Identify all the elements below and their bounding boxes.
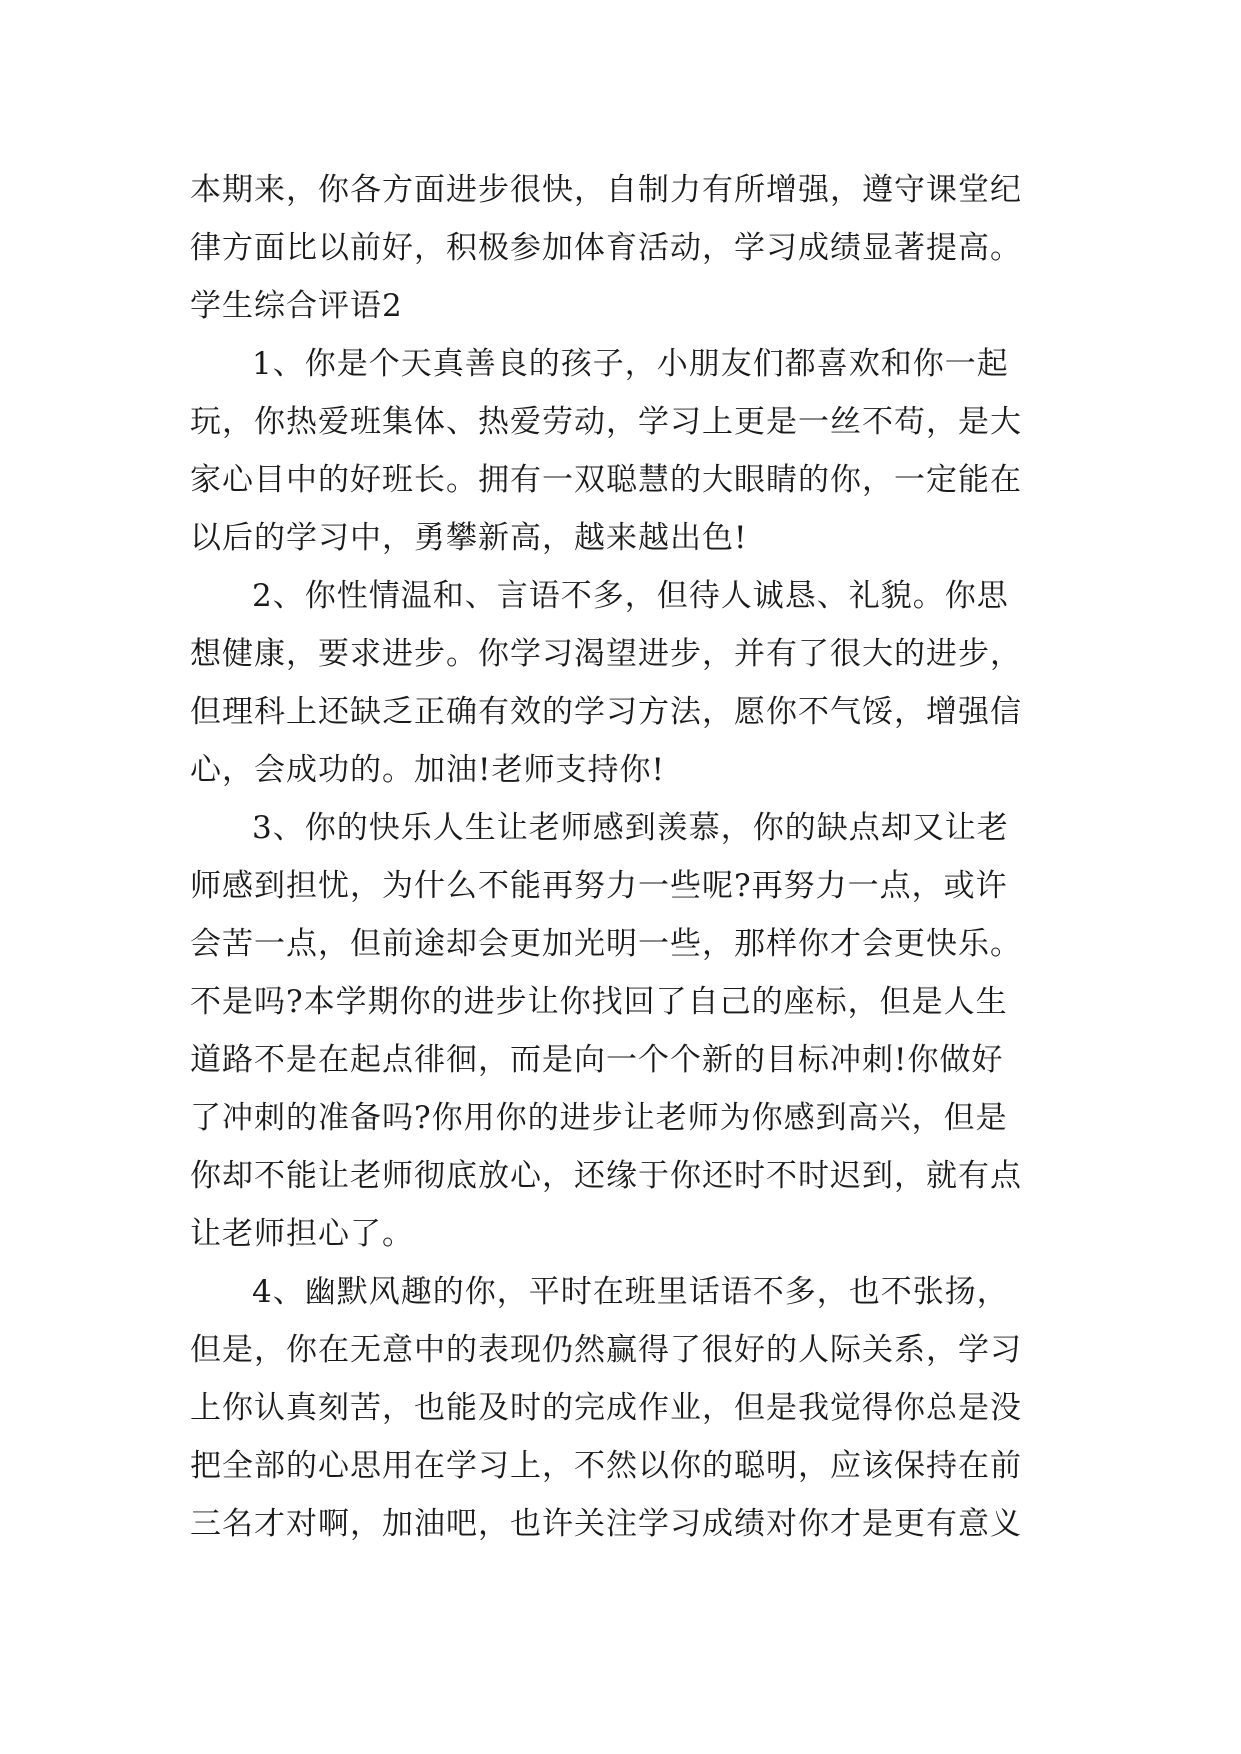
intro-line: 本期来，你各方面进步很快，自制力有所增强，遵守课堂纪 <box>190 172 1022 208</box>
paragraph-3 <box>190 799 1070 1263</box>
paragraph-line: 以后的学习中，勇攀新高，越来越出色! <box>190 520 748 556</box>
paragraph-line: 了冲刺的准备吗?你用你的进步让老师为你感到高兴，但是 <box>190 1100 1008 1136</box>
document-body <box>190 161 1070 1553</box>
paragraph-line: 但理科上还缺乏正确有效的学习方法，愿你不气馁，增强信 <box>190 694 1022 730</box>
paragraph-line: 道路不是在起点徘徊，而是向一个个新的目标冲刺!你做好 <box>190 1042 1004 1078</box>
paragraph-line: 不是吗?本学期你的进步让你找回了自己的座标，但是人生 <box>190 984 1008 1020</box>
paragraph-line: 想健康，要求进步。你学习渴望进步，并有了很大的进步， <box>190 636 1022 672</box>
paragraph-line: 师感到担忧，为什么不能再努力一些呢?再努力一点，或许 <box>190 868 1008 904</box>
paragraph-line: 会苦一点，但前途却会更加光明一些，那样你才会更快乐。 <box>190 926 1022 962</box>
paragraph-line: 4、幽默风趣的你，平时在班里话语不多，也不张扬， <box>252 1274 1009 1310</box>
paragraph-line: 1、你是个天真善良的孩子，小朋友们都喜欢和你一起 <box>252 346 1009 382</box>
paragraph-line: 心，会成功的。加油!老师支持你! <box>190 752 665 788</box>
paragraph-1 <box>190 335 1070 567</box>
paragraph-line: 三名才对啊，加油吧，也许关注学习成绩对你才是更有意义 <box>190 1506 1022 1542</box>
paragraph-2 <box>190 567 1070 799</box>
paragraph-line: 让老师担心了。 <box>190 1216 414 1252</box>
paragraph-line: 家心目中的好班长。拥有一双聪慧的大眼睛的你，一定能在 <box>190 462 1022 498</box>
paragraph-line: 你却不能让老师彻底放心，还缘于你还时不时迟到，就有点 <box>190 1158 1022 1194</box>
paragraph-line: 3、你的快乐人生让老师感到羡慕，你的缺点却又让老 <box>252 810 1009 846</box>
paragraph-4 <box>190 1263 1070 1553</box>
paragraph-line: 但是，你在无意中的表现仍然赢得了很好的人际关系，学习 <box>190 1332 1022 1368</box>
paragraph-line: 把全部的心思用在学习上，不然以你的聪明，应该保持在前 <box>190 1448 1022 1484</box>
paragraph-line: 玩，你热爱班集体、热爱劳动，学习上更是一丝不苟，是大 <box>190 404 1022 440</box>
paragraph-line: 2、你性情温和、言语不多，但待人诚恳、礼貌。你思 <box>252 578 1009 614</box>
paragraph-line: 上你认真刻苦，也能及时的完成作业，但是我觉得你总是没 <box>190 1390 1022 1426</box>
intro-line: 律方面比以前好，积极参加体育活动，学习成绩显著提高。 <box>190 230 1022 266</box>
section-heading: 学生综合评语2 <box>190 288 403 324</box>
